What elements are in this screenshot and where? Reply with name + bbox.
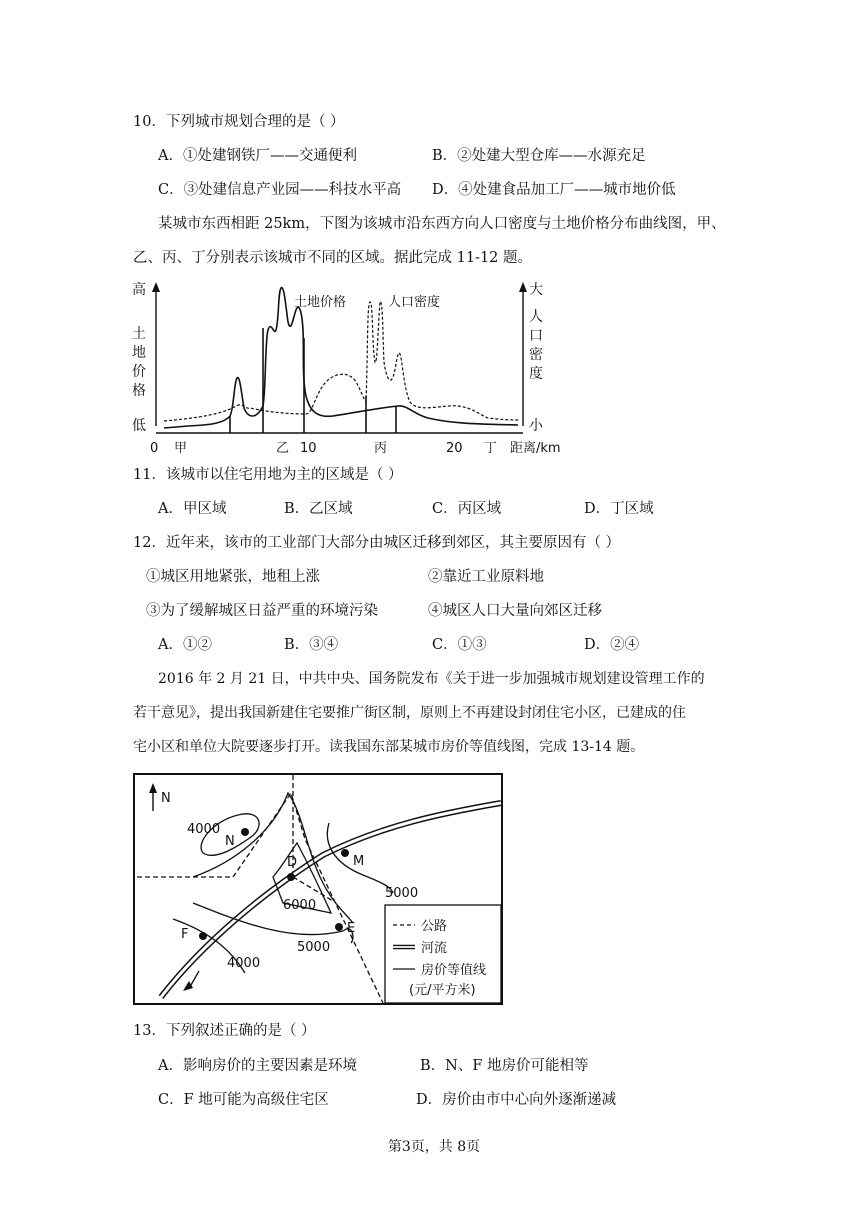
land-price-population-figure	[128, 278, 568, 458]
right-axis-char-4: 度	[529, 366, 543, 382]
isoline-label-5000-s: 5000	[297, 940, 331, 955]
point-e-label: E	[347, 921, 356, 936]
x-tick-10: 10	[300, 441, 317, 456]
right-axis-top-label: 大	[529, 282, 543, 298]
q12-item-3: ③为了缓解城区日益严重的环境污染	[146, 603, 378, 619]
left-axis-bottom-label: 低	[132, 418, 146, 434]
right-axis-char-2: 口	[529, 328, 543, 344]
point-m-label: M	[353, 854, 365, 869]
q11-option-d: D．丁区域	[584, 501, 654, 517]
q10-option-a: A．①处建钢铁厂——交通便利	[158, 148, 357, 164]
intro1-line1: 某城市东西相距 25km，下图为该城市沿东西方向人口密度与土地价格分布曲线图，甲、	[158, 216, 726, 232]
point-f-label: F	[181, 927, 189, 942]
x-tick-0: 0	[150, 441, 159, 456]
region-bing: 丙	[374, 441, 388, 456]
q10-option-b: B．②处建大型仓库——水源充足	[432, 148, 646, 164]
left-axis-top-label: 高	[132, 282, 146, 298]
q13-option-c: C．F 地可能为高级住宅区	[158, 1092, 329, 1108]
right-axis-char-3: 密	[529, 347, 543, 363]
isoline-label-4000-n: 4000	[187, 822, 221, 837]
population-density-curve	[164, 302, 520, 421]
point-n-marker	[241, 828, 249, 836]
q12-option-d: D．②④	[584, 637, 640, 653]
north-label: N	[161, 791, 171, 806]
q10-option-c: C．③处建信息产业园——科技水平高	[158, 182, 402, 198]
legend-isoline-label: 房价等值线	[421, 963, 487, 978]
intro1-line2: 乙、丙、丁分别表示该城市不同的区域。据此完成 11-12 题。	[133, 250, 533, 266]
legend-unit-label: (元/平方米)	[409, 983, 476, 998]
q12-option-b: B．③④	[284, 637, 339, 653]
point-m-marker	[341, 849, 349, 857]
intro2-line1: 2016 年 2 月 21 日，中共中央、国务院发布《关于进一步加强城市规划建设管理工作的	[158, 671, 705, 687]
q12-stem: 12．近年来，该市的工业部门大部分由城区迁移到郊区，其主要原因有（ ）	[133, 535, 621, 551]
q12-item-1: ①城区用地紧张，地租上涨	[146, 569, 320, 585]
isoline-label-6000: 6000	[283, 898, 317, 913]
point-e-marker	[335, 923, 343, 931]
point-n-label: N	[225, 834, 235, 849]
region-ding: 丁	[484, 441, 498, 456]
intro2-line2: 若干意见》，提出我国新建住宅要推广街区制，原则上不再建设封闭住宅小区，已建成的住	[133, 705, 686, 721]
left-axis-char-1: 土	[132, 326, 146, 342]
q12-option-c: C．①③	[432, 637, 487, 653]
q12-option-a: A．①②	[158, 637, 212, 653]
q11-stem: 11．该城市以住宅用地为主的区域是（ ）	[133, 467, 403, 483]
legend-road-label: 公路	[421, 919, 448, 934]
legend-river-label: 河流	[421, 941, 448, 956]
q13-stem: 13．下列叙述正确的是（ ）	[133, 1023, 316, 1039]
intro2-line3: 宅小区和单位大院要逐步打开。读我国东部某城市房价等值线图，完成 13-14 题。	[133, 739, 645, 755]
left-axis-char-4: 格	[132, 383, 146, 399]
point-d-marker	[287, 873, 295, 881]
q10-stem: 10．下列城市规划合理的是（ ）	[133, 114, 345, 130]
point-f-marker	[199, 932, 207, 940]
q11-option-a: A．甲区域	[158, 501, 227, 517]
housing-price-isoline-map	[133, 773, 505, 1007]
x-axis-unit: 距离/km	[510, 441, 561, 456]
right-axis-char-1: 人	[529, 309, 543, 325]
q12-item-2: ②靠近工业原料地	[428, 569, 544, 585]
population-density-curve-label: 人口密度	[388, 295, 441, 310]
left-axis-arrow	[152, 282, 160, 292]
region-yi: 乙	[276, 441, 290, 456]
x-tick-20: 20	[446, 441, 463, 456]
left-axis-char-3: 价	[132, 364, 146, 380]
land-price-curve-label: 土地价格	[294, 295, 347, 310]
q10-option-d: D．④处建食品加工厂——城市地价低	[432, 182, 676, 198]
isoline-label-5000-ne: 5000	[385, 886, 419, 901]
q12-item-4: ④城区人口大量向郊区迁移	[428, 603, 602, 619]
right-axis-arrow	[519, 282, 527, 292]
right-axis-bottom-label: 小	[529, 418, 543, 434]
q11-option-b: B．乙区域	[284, 501, 353, 517]
q13-option-d: D．房价由市中心向外逐渐递减	[416, 1092, 617, 1108]
q11-option-c: C．丙区域	[432, 501, 502, 517]
point-d-label: D	[287, 855, 298, 870]
q13-option-b: B．N、F 地房价可能相等	[420, 1058, 589, 1074]
q13-option-a: A．影响房价的主要因素是环境	[158, 1058, 357, 1074]
isoline-label-4000-sw: 4000	[227, 956, 261, 971]
page-footer: 第3页，共 8页	[387, 1139, 481, 1155]
region-jia: 甲	[174, 441, 188, 456]
left-axis-char-2: 地	[132, 345, 146, 361]
